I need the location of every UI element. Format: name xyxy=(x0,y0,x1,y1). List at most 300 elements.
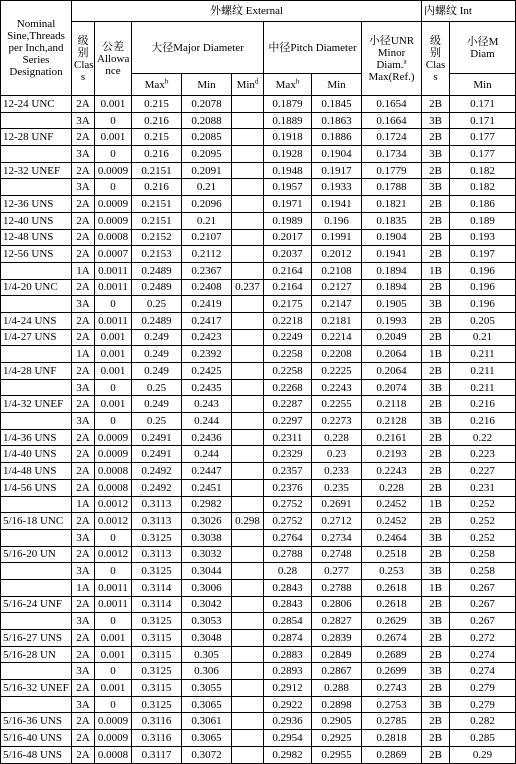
cell-int-minor-min: 0.216 xyxy=(450,413,516,430)
cell-pitch-min: 0.2214 xyxy=(312,329,362,346)
cell-major-max: 0.216 xyxy=(132,179,182,196)
cell-int-class: 3B xyxy=(422,613,450,630)
cell-major-min-d xyxy=(232,162,264,179)
cell-major-min-d xyxy=(232,129,264,146)
cell-class: 2A xyxy=(72,162,95,179)
cell-major-max: 0.3125 xyxy=(132,613,182,630)
cell-minor-max-ref: 0.1821 xyxy=(362,196,422,213)
cell-int-minor-min: 0.177 xyxy=(450,146,516,163)
cell-pitch-max: 0.2893 xyxy=(264,663,312,680)
cell-allowance: 0 xyxy=(95,563,132,580)
cell-minor-max-ref: 0.2452 xyxy=(362,513,422,530)
cell-pitch-min: 0.233 xyxy=(312,463,362,480)
cell-int-minor-min: 0.216 xyxy=(450,396,516,413)
cell-major-max: 0.2491 xyxy=(132,429,182,446)
cell-pitch-max: 0.2287 xyxy=(264,396,312,413)
cell-designation xyxy=(1,379,72,396)
table-row xyxy=(1,112,516,129)
cell-allowance: 0 xyxy=(95,663,132,680)
cell-int-minor-min: 0.196 xyxy=(450,296,516,313)
table-row xyxy=(1,229,516,246)
cell-allowance: 0.0008 xyxy=(95,746,132,763)
table-row xyxy=(1,212,516,229)
cell-major-min: 0.306 xyxy=(182,663,232,680)
cell-major-min: 0.2982 xyxy=(182,496,232,513)
table-row xyxy=(1,296,516,313)
cell-pitch-max: 0.1957 xyxy=(264,179,312,196)
cell-minor-max-ref: 0.2699 xyxy=(362,663,422,680)
cell-major-min-d xyxy=(232,546,264,563)
cell-minor-max-ref: 0.228 xyxy=(362,479,422,496)
cell-pitch-min: 0.2208 xyxy=(312,346,362,363)
cell-major-min: 0.2367 xyxy=(182,262,232,279)
cell-major-min: 0.3053 xyxy=(182,613,232,630)
cell-int-class: 3B xyxy=(422,696,450,713)
cell-int-minor-min: 0.211 xyxy=(450,363,516,380)
cell-minor-max-ref: 0.2064 xyxy=(362,346,422,363)
cell-pitch-min: 0.2273 xyxy=(312,413,362,430)
cell-allowance: 0 xyxy=(95,413,132,430)
table-row xyxy=(1,96,516,113)
cell-class: 3A xyxy=(72,529,95,546)
cell-int-class: 2B xyxy=(422,246,450,263)
cell-pitch-max: 0.2357 xyxy=(264,463,312,480)
cell-class: 1A xyxy=(72,496,95,513)
cell-pitch-max: 0.2874 xyxy=(264,630,312,647)
cell-int-class: 3B xyxy=(422,379,450,396)
cell-major-min-d xyxy=(232,296,264,313)
table-row xyxy=(1,196,516,213)
table-row xyxy=(1,446,516,463)
cell-major-min: 0.2423 xyxy=(182,329,232,346)
cell-major-min: 0.21 xyxy=(182,212,232,229)
cell-designation xyxy=(1,346,72,363)
cell-pitch-max: 0.2883 xyxy=(264,646,312,663)
cell-allowance: 0.001 xyxy=(95,346,132,363)
cell-allowance: 0 xyxy=(95,613,132,630)
cell-allowance: 0.001 xyxy=(95,129,132,146)
table-row xyxy=(1,363,516,380)
cell-int-class: 3B xyxy=(422,413,450,430)
cell-allowance: 0.0009 xyxy=(95,212,132,229)
cell-minor-max-ref: 0.1779 xyxy=(362,162,422,179)
cell-designation xyxy=(1,663,72,680)
cell-allowance: 0.0012 xyxy=(95,546,132,563)
cell-int-minor-min: 0.252 xyxy=(450,496,516,513)
cell-major-min-d xyxy=(232,379,264,396)
cell-allowance: 0 xyxy=(95,379,132,396)
cell-major-max: 0.3125 xyxy=(132,663,182,680)
cell-major-min-d xyxy=(232,179,264,196)
cell-int-minor-min: 0.252 xyxy=(450,529,516,546)
cell-minor-max-ref: 0.1894 xyxy=(362,279,422,296)
table-row xyxy=(1,379,516,396)
cell-int-class: 3B xyxy=(422,146,450,163)
cell-pitch-max: 0.2788 xyxy=(264,546,312,563)
cell-minor-max-ref: 0.1664 xyxy=(362,112,422,129)
cell-designation: 1/4-27 UNS xyxy=(1,329,72,346)
cell-int-minor-min: 0.22 xyxy=(450,429,516,446)
cell-major-min-d xyxy=(232,346,264,363)
cell-major-max: 0.3115 xyxy=(132,646,182,663)
cell-class: 2A xyxy=(72,196,95,213)
cell-major-min: 0.2078 xyxy=(182,96,232,113)
ext-class-header: 级 别 Clas s xyxy=(72,22,95,96)
cell-designation: 5/16-24 UNF xyxy=(1,596,72,613)
designation-header: Nominal Sine,Threads per Inch,and Series Designation xyxy=(1,1,72,96)
cell-int-class: 2B xyxy=(422,596,450,613)
cell-designation xyxy=(1,496,72,513)
cell-pitch-min: 0.228 xyxy=(312,429,362,446)
major-max-header: Max$^b$ xyxy=(132,74,182,96)
cell-major-max: 0.3125 xyxy=(132,563,182,580)
cell-int-minor-min: 0.182 xyxy=(450,162,516,179)
cell-pitch-min: 0.2898 xyxy=(312,696,362,713)
cell-int-minor-min: 0.171 xyxy=(450,96,516,113)
cell-class: 1A xyxy=(72,579,95,596)
cell-pitch-min: 0.2867 xyxy=(312,663,362,680)
cell-major-min: 0.3065 xyxy=(182,696,232,713)
cell-int-class: 2B xyxy=(422,196,450,213)
table-row xyxy=(1,129,516,146)
cell-int-class: 2B xyxy=(422,730,450,747)
cell-int-minor-min: 0.205 xyxy=(450,312,516,329)
cell-pitch-min: 0.1991 xyxy=(312,229,362,246)
cell-designation xyxy=(1,563,72,580)
cell-major-min: 0.2417 xyxy=(182,312,232,329)
cell-allowance: 0 xyxy=(95,696,132,713)
cell-major-min: 0.2436 xyxy=(182,429,232,446)
cell-major-min: 0.3032 xyxy=(182,546,232,563)
cell-int-minor-min: 0.258 xyxy=(450,546,516,563)
cell-major-max: 0.25 xyxy=(132,379,182,396)
table-row xyxy=(1,596,516,613)
cell-major-max: 0.2153 xyxy=(132,246,182,263)
pitch-diameter-header: 中径Pitch Diameter xyxy=(264,22,362,74)
cell-int-minor-min: 0.186 xyxy=(450,196,516,213)
cell-pitch-max: 0.2982 xyxy=(264,746,312,763)
cell-int-minor-min: 0.252 xyxy=(450,513,516,530)
cell-pitch-min: 0.2255 xyxy=(312,396,362,413)
cell-designation: 1/4-20 UNC xyxy=(1,279,72,296)
cell-class: 1A xyxy=(72,262,95,279)
cell-pitch-max: 0.2017 xyxy=(264,229,312,246)
cell-designation: 12-32 UNEF xyxy=(1,162,72,179)
cell-int-minor-min: 0.285 xyxy=(450,730,516,747)
cell-major-min-d xyxy=(232,646,264,663)
cell-designation: 12-56 UNS xyxy=(1,246,72,263)
cell-int-class: 2B xyxy=(422,396,450,413)
cell-major-max: 0.249 xyxy=(132,346,182,363)
cell-int-minor-min: 0.258 xyxy=(450,563,516,580)
cell-pitch-min: 0.2712 xyxy=(312,513,362,530)
cell-int-class: 2B xyxy=(422,329,450,346)
table-row xyxy=(1,746,516,763)
cell-major-min-d xyxy=(232,146,264,163)
cell-major-min: 0.3065 xyxy=(182,730,232,747)
cell-pitch-min: 0.2691 xyxy=(312,496,362,513)
cell-major-min: 0.2096 xyxy=(182,196,232,213)
cell-int-class: 2B xyxy=(422,212,450,229)
cell-class: 3A xyxy=(72,296,95,313)
cell-allowance: 0.001 xyxy=(95,363,132,380)
cell-designation: 1/4-48 UNS xyxy=(1,463,72,480)
cell-minor-max-ref: 0.2689 xyxy=(362,646,422,663)
table-row xyxy=(1,162,516,179)
cell-pitch-max: 0.2752 xyxy=(264,496,312,513)
cell-major-max: 0.216 xyxy=(132,146,182,163)
cell-major-max: 0.2491 xyxy=(132,446,182,463)
cell-minor-max-ref: 0.1904 xyxy=(362,229,422,246)
cell-designation: 12-24 UNC xyxy=(1,96,72,113)
cell-allowance: 0.001 xyxy=(95,630,132,647)
table-row xyxy=(1,463,516,480)
cell-major-max: 0.3113 xyxy=(132,546,182,563)
cell-major-min-d xyxy=(232,112,264,129)
cell-major-min: 0.2095 xyxy=(182,146,232,163)
cell-pitch-min: 0.288 xyxy=(312,680,362,697)
cell-allowance: 0.0008 xyxy=(95,229,132,246)
cell-allowance: 0 xyxy=(95,296,132,313)
cell-minor-max-ref: 0.2743 xyxy=(362,680,422,697)
cell-pitch-max: 0.2854 xyxy=(264,613,312,630)
cell-pitch-max: 0.1971 xyxy=(264,196,312,213)
cell-allowance: 0.0007 xyxy=(95,246,132,263)
cell-allowance: 0.001 xyxy=(95,396,132,413)
cell-allowance: 0.0009 xyxy=(95,162,132,179)
cell-pitch-min: 0.2849 xyxy=(312,646,362,663)
cell-allowance: 0.0009 xyxy=(95,713,132,730)
cell-int-minor-min: 0.182 xyxy=(450,179,516,196)
cell-major-min-d xyxy=(232,312,264,329)
cell-pitch-min: 0.2788 xyxy=(312,579,362,596)
cell-int-minor-min: 0.274 xyxy=(450,646,516,663)
cell-int-minor-min: 0.197 xyxy=(450,246,516,263)
cell-int-class: 2B xyxy=(422,429,450,446)
cell-int-class: 1B xyxy=(422,579,450,596)
cell-pitch-max: 0.2752 xyxy=(264,513,312,530)
cell-minor-max-ref: 0.2243 xyxy=(362,463,422,480)
cell-pitch-max: 0.2843 xyxy=(264,596,312,613)
cell-pitch-max: 0.2258 xyxy=(264,363,312,380)
cell-int-minor-min: 0.29 xyxy=(450,746,516,763)
cell-major-min-d xyxy=(232,563,264,580)
cell-designation: 5/16-48 UNS xyxy=(1,746,72,763)
cell-minor-max-ref: 0.2818 xyxy=(362,730,422,747)
table-row xyxy=(1,713,516,730)
cell-major-max: 0.3125 xyxy=(132,696,182,713)
cell-major-max: 0.3115 xyxy=(132,630,182,647)
cell-major-max: 0.2489 xyxy=(132,279,182,296)
cell-pitch-max: 0.28 xyxy=(264,563,312,580)
cell-pitch-max: 0.2922 xyxy=(264,696,312,713)
cell-int-class: 3B xyxy=(422,179,450,196)
cell-pitch-max: 0.1879 xyxy=(264,96,312,113)
table-row xyxy=(1,630,516,647)
cell-major-max: 0.3114 xyxy=(132,579,182,596)
cell-major-min: 0.2408 xyxy=(182,279,232,296)
cell-major-min: 0.2085 xyxy=(182,129,232,146)
cell-class: 2A xyxy=(72,246,95,263)
table-row xyxy=(1,413,516,430)
cell-major-min-d xyxy=(232,212,264,229)
cell-class: 2A xyxy=(72,129,95,146)
cell-class: 3A xyxy=(72,613,95,630)
cell-major-min-d xyxy=(232,529,264,546)
cell-int-minor-min: 0.274 xyxy=(450,663,516,680)
cell-designation: 1/4-56 UNS xyxy=(1,479,72,496)
cell-major-min-d xyxy=(232,496,264,513)
cell-class: 2A xyxy=(72,630,95,647)
table-row xyxy=(1,429,516,446)
cell-pitch-min: 0.1941 xyxy=(312,196,362,213)
cell-major-min: 0.3042 xyxy=(182,596,232,613)
cell-major-min-d xyxy=(232,363,264,380)
cell-pitch-max: 0.1989 xyxy=(264,212,312,229)
cell-pitch-max: 0.2843 xyxy=(264,579,312,596)
cell-int-class: 1B xyxy=(422,262,450,279)
cell-major-min-d xyxy=(232,479,264,496)
table-body xyxy=(1,96,516,764)
table-row xyxy=(1,312,516,329)
int-class-header: 级 别 Clas s xyxy=(422,22,450,96)
cell-allowance: 0.0011 xyxy=(95,312,132,329)
table-row xyxy=(1,396,516,413)
cell-int-class: 2B xyxy=(422,713,450,730)
cell-minor-max-ref: 0.2161 xyxy=(362,429,422,446)
cell-pitch-min: 0.2225 xyxy=(312,363,362,380)
cell-allowance: 0.0009 xyxy=(95,196,132,213)
cell-allowance: 0.0012 xyxy=(95,513,132,530)
cell-major-min: 0.2107 xyxy=(182,229,232,246)
cell-allowance: 0.001 xyxy=(95,329,132,346)
cell-major-min-d xyxy=(232,730,264,747)
cell-pitch-max: 0.1928 xyxy=(264,146,312,163)
cell-designation xyxy=(1,579,72,596)
cell-designation: 12-40 UNS xyxy=(1,212,72,229)
cell-pitch-min: 0.2905 xyxy=(312,713,362,730)
cell-designation xyxy=(1,413,72,430)
cell-class: 2A xyxy=(72,96,95,113)
cell-int-class: 2B xyxy=(422,646,450,663)
allowance-header: 公差 Allowa nce xyxy=(95,22,132,96)
cell-major-min-d xyxy=(232,579,264,596)
cell-allowance: 0.0012 xyxy=(95,496,132,513)
internal-thread-header: 内螺纹 Int xyxy=(422,1,516,22)
cell-major-max: 0.2492 xyxy=(132,479,182,496)
cell-allowance: 0 xyxy=(95,179,132,196)
cell-minor-max-ref: 0.2074 xyxy=(362,379,422,396)
cell-minor-max-ref: 0.2193 xyxy=(362,446,422,463)
cell-major-max: 0.3113 xyxy=(132,513,182,530)
cell-designation xyxy=(1,146,72,163)
pitch-min-header: Min xyxy=(312,74,362,96)
cell-allowance: 0.0011 xyxy=(95,579,132,596)
cell-int-minor-min: 0.193 xyxy=(450,229,516,246)
cell-major-max: 0.2151 xyxy=(132,196,182,213)
cell-int-class: 2B xyxy=(422,279,450,296)
cell-minor-max-ref: 0.2629 xyxy=(362,613,422,630)
cell-int-class: 2B xyxy=(422,96,450,113)
cell-pitch-min: 0.1933 xyxy=(312,179,362,196)
cell-major-max: 0.249 xyxy=(132,363,182,380)
cell-major-min-d xyxy=(232,229,264,246)
cell-allowance: 0.001 xyxy=(95,646,132,663)
cell-designation: 5/16-40 UNS xyxy=(1,730,72,747)
table-row xyxy=(1,146,516,163)
cell-designation: 12-28 UNF xyxy=(1,129,72,146)
cell-designation: 1/4-24 UNS xyxy=(1,312,72,329)
cell-class: 3A xyxy=(72,696,95,713)
cell-minor-max-ref: 0.1734 xyxy=(362,146,422,163)
cell-designation xyxy=(1,112,72,129)
cell-int-minor-min: 0.279 xyxy=(450,696,516,713)
cell-class: 2A xyxy=(72,680,95,697)
cell-pitch-max: 0.2311 xyxy=(264,429,312,446)
cell-minor-max-ref: 0.1654 xyxy=(362,96,422,113)
cell-pitch-min: 0.1845 xyxy=(312,96,362,113)
cell-minor-max-ref: 0.1905 xyxy=(362,296,422,313)
cell-class: 2A xyxy=(72,546,95,563)
cell-minor-max-ref: 0.1788 xyxy=(362,179,422,196)
cell-major-max: 0.3125 xyxy=(132,529,182,546)
cell-class: 3A xyxy=(72,663,95,680)
major-min-d-header: Min$^d$ xyxy=(232,74,264,96)
cell-minor-max-ref: 0.2869 xyxy=(362,746,422,763)
cell-major-min-d: 0.237 xyxy=(232,279,264,296)
cell-pitch-min: 0.235 xyxy=(312,479,362,496)
cell-class: 2A xyxy=(72,329,95,346)
cell-allowance: 0.0008 xyxy=(95,479,132,496)
table-row xyxy=(1,513,516,530)
cell-major-min: 0.2088 xyxy=(182,112,232,129)
cell-minor-max-ref: 0.2049 xyxy=(362,329,422,346)
cell-pitch-min: 0.2955 xyxy=(312,746,362,763)
cell-designation: 5/16-32 UNEF xyxy=(1,680,72,697)
cell-designation: 5/16-18 UNC xyxy=(1,513,72,530)
cell-major-min: 0.2425 xyxy=(182,363,232,380)
cell-int-minor-min: 0.21 xyxy=(450,329,516,346)
cell-major-min-d xyxy=(232,429,264,446)
cell-pitch-min: 0.2806 xyxy=(312,596,362,613)
cell-minor-max-ref: 0.2674 xyxy=(362,630,422,647)
table-row xyxy=(1,479,516,496)
cell-int-class: 3B xyxy=(422,663,450,680)
cell-class: 3A xyxy=(72,112,95,129)
cell-pitch-max: 0.2164 xyxy=(264,279,312,296)
cell-major-min-d xyxy=(232,396,264,413)
cell-pitch-min: 0.2839 xyxy=(312,630,362,647)
cell-major-min-d xyxy=(232,596,264,613)
cell-minor-max-ref: 0.253 xyxy=(362,563,422,580)
cell-major-max: 0.2489 xyxy=(132,262,182,279)
cell-allowance: 0.0011 xyxy=(95,279,132,296)
cell-allowance: 0.0011 xyxy=(95,596,132,613)
cell-allowance: 0.001 xyxy=(95,96,132,113)
cell-int-minor-min: 0.177 xyxy=(450,129,516,146)
cell-major-max: 0.249 xyxy=(132,329,182,346)
int-minor-diameter-header: 小径M Diam xyxy=(450,22,516,74)
cell-major-min: 0.3061 xyxy=(182,713,232,730)
cell-class: 2A xyxy=(72,212,95,229)
cell-major-min: 0.244 xyxy=(182,413,232,430)
cell-allowance: 0.0009 xyxy=(95,730,132,747)
cell-class: 2A xyxy=(72,479,95,496)
cell-pitch-min: 0.2827 xyxy=(312,613,362,630)
int-minor-min-header: Min xyxy=(450,74,516,96)
cell-int-class: 2B xyxy=(422,363,450,380)
cell-int-minor-min: 0.282 xyxy=(450,713,516,730)
